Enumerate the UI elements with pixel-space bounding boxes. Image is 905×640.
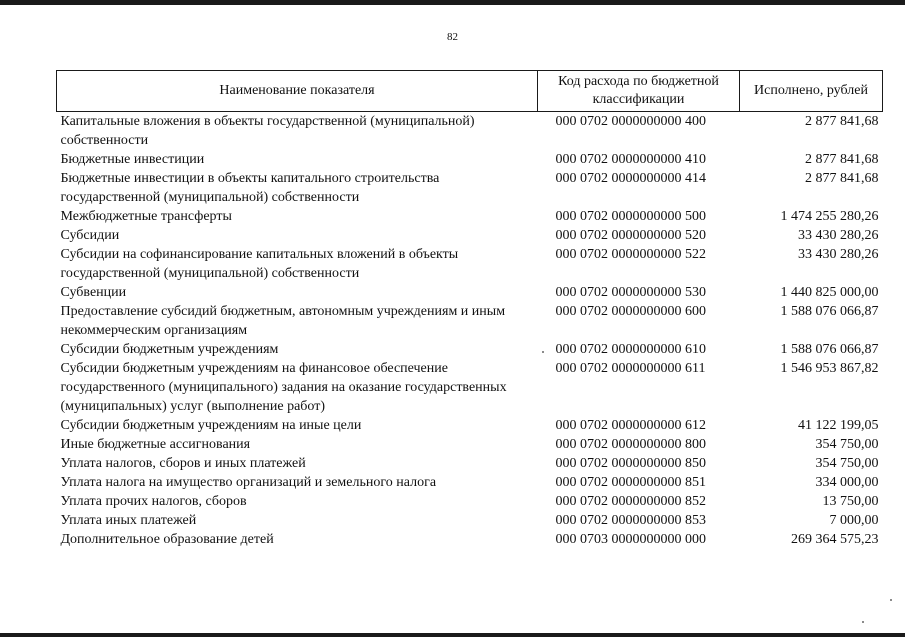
row-name: Межбюджетные трансферты: [60, 209, 232, 224]
table-row: [57, 359, 883, 416]
row-name: Уплата прочих налогов, сборов: [60, 494, 247, 509]
row-code: 000 0702 0000000000 612: [555, 418, 706, 433]
row-amount: 354 750,00: [815, 456, 879, 471]
row-code: 000 0702 0000000000 500: [555, 209, 706, 224]
row-name: Субсидии бюджетным учреждениям на финансовое обеспечение государственного (муниципального) задания на оказание государственных (муниципальных) услуг (выполнение работ): [60, 361, 507, 414]
table-row: [57, 416, 883, 435]
row-amount: 1 588 076 066,87: [780, 342, 879, 357]
table-row: [57, 245, 883, 283]
row-amount: 2 877 841,68: [805, 114, 879, 129]
table-row: [57, 340, 883, 359]
table-row: [57, 150, 883, 169]
row-amount: 1 440 825 000,00: [780, 285, 879, 300]
table-row: [57, 169, 883, 207]
row-name: Субвенции: [60, 285, 127, 300]
row-name: Бюджетные инвестиции: [60, 152, 205, 167]
row-code: 000 0702 0000000000 800: [555, 437, 706, 452]
row-name: Капитальные вложения в объекты государственной (муниципальной) собственности: [60, 114, 475, 148]
row-code: 000 0702 0000000000 853: [555, 513, 706, 528]
row-name: Субсидии бюджетным учреждениям на иные цели: [60, 418, 362, 433]
row-code: 000 0702 0000000000 611: [555, 361, 706, 376]
row-name: Субсидии: [60, 228, 120, 243]
table-row: [57, 112, 883, 151]
scan-speck: [862, 621, 864, 623]
row-amount: 41 122 199,05: [798, 418, 879, 433]
row-name: Бюджетные инвестиции в объекты капитального строительства государственной (муниципальной) собственности: [60, 171, 440, 205]
row-amount: 1 474 255 280,26: [780, 209, 879, 224]
row-name: Субсидии на софинансирование капитальных вложений в объекты государственной (муниципальной) собственности: [60, 247, 459, 281]
row-code: 000 0702 0000000000 852: [555, 494, 706, 509]
row-amount: 269 364 575,23: [791, 532, 879, 547]
table-row: [57, 511, 883, 530]
row-name: Уплата иных платежей: [60, 513, 197, 528]
table-header-row: [57, 71, 883, 112]
row-amount: 2 877 841,68: [805, 171, 879, 186]
row-amount: 354 750,00: [815, 437, 879, 452]
row-name: Дополнительное образование детей: [60, 532, 274, 547]
row-amount: 33 430 280,26: [798, 247, 879, 262]
row-code: 000 0702 0000000000 851: [555, 475, 706, 490]
scan-speck: [542, 351, 544, 353]
table-row: [57, 530, 883, 549]
page-number: 82: [447, 31, 458, 43]
table-row: [57, 207, 883, 226]
row-amount: 1 588 076 066,87: [780, 304, 879, 319]
bottom-border: [0, 633, 905, 637]
table-row: [57, 454, 883, 473]
row-code: 000 0702 0000000000 520: [555, 228, 706, 243]
row-name: Уплата налога на имущество организаций и земельного налога: [60, 475, 437, 490]
row-code: 000 0703 0000000000 000: [555, 532, 706, 547]
row-amount: 334 000,00: [815, 475, 879, 490]
row-amount: 13 750,00: [822, 494, 879, 509]
row-name: Предоставление субсидий бюджетным, автономным учреждениям и иным некоммерческим организациям: [60, 304, 506, 338]
header-executed-amount: Исполнено, рублей: [740, 71, 883, 112]
row-amount: 2 877 841,68: [805, 152, 879, 167]
row-amount: 33 430 280,26: [798, 228, 879, 243]
scan-speck: [890, 599, 892, 601]
row-name: Субсидии бюджетным учреждениям: [60, 342, 279, 357]
top-border: [0, 0, 905, 5]
row-code: 000 0702 0000000000 400: [555, 114, 706, 129]
row-name: Уплата налогов, сборов и иных платежей: [60, 456, 306, 471]
row-code: 000 0702 0000000000 850: [555, 456, 706, 471]
row-code: 000 0702 0000000000 530: [555, 285, 706, 300]
row-code: 000 0702 0000000000 410: [555, 152, 706, 167]
table-row: [57, 492, 883, 511]
table-row: [57, 435, 883, 454]
row-name: Иные бюджетные ассигнования: [60, 437, 251, 452]
budget-table: [56, 70, 883, 549]
header-indicator-name: Наименование показателя: [57, 71, 538, 112]
row-code: 000 0702 0000000000 414: [555, 171, 706, 186]
row-amount: 1 546 953 867,82: [780, 361, 879, 376]
table-row: [57, 302, 883, 340]
table-row: [57, 473, 883, 492]
row-amount: 7 000,00: [829, 513, 879, 528]
row-code: 000 0702 0000000000 610: [555, 342, 706, 357]
row-code: 000 0702 0000000000 600: [555, 304, 706, 319]
header-budget-code: Код расхода по бюджетной классификации: [538, 71, 740, 112]
row-code: 000 0702 0000000000 522: [555, 247, 706, 262]
table-row: [57, 226, 883, 245]
table-row: [57, 283, 883, 302]
